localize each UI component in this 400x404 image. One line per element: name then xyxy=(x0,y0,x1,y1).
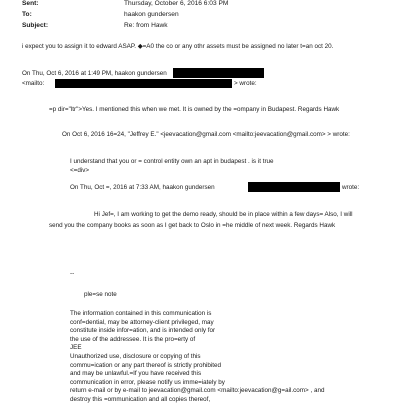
disclaimer-line: Unauthorized use, disclosure or copying of this xyxy=(70,353,201,360)
disclaimer-line: communication in error, please notify us imme=iately by xyxy=(70,378,225,386)
disclaimer-line: The information contained in this communication is xyxy=(70,310,212,317)
subject-label: Subject: xyxy=(22,22,49,29)
quote1-header: On Thu, Oct 6, 2016 at 1:49 PM, haakon gundersen xyxy=(22,70,167,77)
signature-separator: -- xyxy=(70,270,75,277)
sent-label: Sent: xyxy=(22,0,39,7)
please-note: ple=se note xyxy=(84,291,117,298)
redaction-bar xyxy=(173,68,264,78)
quote3-header: On Thu, Oct =, 2016 at 7:33 AM, haakon gundersen xyxy=(70,184,215,191)
quote2-header: On Oct 6, 2016 16=24, "Jeffrey E." <jeevacation@gmail.com <mailto:jeevacation@gmail.com> > wrote: xyxy=(62,131,350,138)
message-line: i expect you to assign it to edward ASAP. ◆=A0 the co or any othr assets must be assigned no later t=an oct 20. xyxy=(22,43,334,50)
quote1-mailto: <mailto: xyxy=(22,80,45,87)
redaction-bar xyxy=(248,182,340,192)
disclaimer-line: conf=dential, may be attorney-client privileged, may xyxy=(70,318,214,326)
disclaimer-line: return e-mail or by e-mail to jeevacation@gmail.com <mailto:jeevacation@g=ail.com> , and xyxy=(70,387,325,395)
quote3-wrote: wrote: xyxy=(342,184,360,191)
to-value: haakon gundersen xyxy=(124,11,179,18)
sent-value: Thursday, October 6, 2016 6:03 PM xyxy=(124,0,229,7)
quote1-body: =p dir="ltr">Yes. I mentioned this when we met. It is owned by the =ompany in Budapest. Regards Hawk xyxy=(49,106,340,113)
to-label: To: xyxy=(22,11,32,18)
disclaimer-line: constitute inside infor=ation, and is intended only for xyxy=(70,327,216,335)
redaction-bar xyxy=(55,79,232,88)
quote3-body: Hi Jef=, I am working to get the demo ready, should be in place within a few days= Also, I will xyxy=(94,211,353,218)
quote1-wrote: > wrote: xyxy=(234,80,257,87)
disclaimer-line: commu=ication or any part thereof is strictly prohibited xyxy=(70,361,222,369)
disclaimer-line: and may be unlawful.=If you have received this xyxy=(70,370,202,378)
subject-value: Re: from Hawk xyxy=(124,22,168,29)
disclaimer-line: destroy this =ommunication and all copies thereof, xyxy=(70,396,211,403)
disclaimer-line: JEE xyxy=(70,344,82,352)
quote2-div: <=div> xyxy=(70,167,90,174)
quote2-body: I understand that you or = control entity own an apt in budapest . is it true xyxy=(70,158,274,165)
disclaimer-line: the use of the addressee. It is the pro=erty of xyxy=(70,335,196,343)
quote3-body: send you the company books as soon as I get back to Oslo in =he middle of next week. Regards Hawk xyxy=(49,222,336,229)
